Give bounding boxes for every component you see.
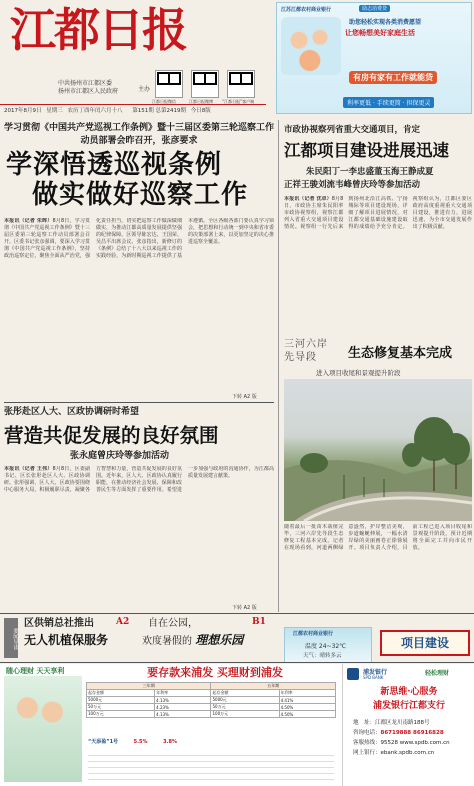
eco-tag-2: 先导段 xyxy=(284,352,317,363)
addr-label: 地 址： xyxy=(353,720,376,726)
top-ad-tag: 励志消费贷 xyxy=(359,5,390,12)
second-byline: 本报讯（记者 王伟） xyxy=(4,466,53,472)
second-headline: 营造共促发展的良好氛围 xyxy=(4,424,219,447)
mini-ad-label: 江都农村商业银行 xyxy=(293,631,334,637)
mini-weather-ad[interactable] xyxy=(284,627,372,663)
product-rate: 5.5% xyxy=(133,739,148,745)
sponsor-tag: 主办 xyxy=(138,86,151,93)
bank-panel xyxy=(342,664,474,786)
eco-photo xyxy=(284,379,472,521)
table-cell: 100万元 xyxy=(87,711,155,718)
table-cell: 4.41% xyxy=(279,697,335,704)
qr-weixin[interactable] xyxy=(155,70,183,98)
top-ad-line2: 让您畅想美好家庭生活 xyxy=(345,29,415,37)
top-ad-slogan: 有房有家有工作就能贷 xyxy=(349,71,437,84)
right-body-text: 8月8日，市政协主席朱民阳率市政协视察组，视察江都列入省重大交通项目建设情况。视察组一行先后来到扬州北沿江高铁、宁扬城际等项目建设现场，详细了解项目进展情况，对江都交通基础设施建设取得的成绩给予充分肯定。视察组认为，江都区委区政府高度重视重大交通项目建设，推进有力，进展迅速，为全市交通发展作出了积极贡献。 xyxy=(284,196,472,230)
teaser-2-title: 欢度暑假的 xyxy=(142,636,192,647)
mini-ad-text: 温度 24~32℃ xyxy=(305,643,346,650)
addr: 江都区龙川南路188号 xyxy=(375,720,430,726)
svc-label: 客服热线： xyxy=(353,740,381,746)
eco-tag-1: 三河六岸 xyxy=(284,339,328,350)
index-label-text: 要闻导读 xyxy=(12,628,18,650)
issue: 第151期 总第2419期 xyxy=(132,108,187,114)
table-head-cell: 五年期 xyxy=(211,683,336,690)
table-row xyxy=(87,697,336,704)
top-ad-family-illustration xyxy=(281,17,341,75)
top-ad-features: 利率更低 · 手续更简 · 担保更灵 xyxy=(343,97,434,108)
table-cell: 4.50% xyxy=(279,704,335,711)
top-ad-line1: 助您轻松实现各类消费愿望 xyxy=(349,19,422,26)
masthead-sponsor-block xyxy=(58,80,168,96)
eco-body xyxy=(284,524,472,610)
table-cell: 4.13% xyxy=(155,711,211,718)
table-row xyxy=(87,683,336,690)
index-label xyxy=(4,618,18,658)
bank-name: 浦发银行 xyxy=(363,669,388,676)
bank-en: SPD BANK xyxy=(363,675,384,680)
second-sub: 张永庭曾庆玲等参加活动 xyxy=(70,451,170,461)
bottom-ad-people xyxy=(4,676,82,782)
table-cell: 4.50% xyxy=(279,711,335,718)
table-cell: 100万元 xyxy=(211,711,279,718)
teaser-1-page: A2 xyxy=(116,617,130,627)
sponsor-2: 扬州市江都区人民政府 xyxy=(58,88,119,95)
lead-body xyxy=(4,218,274,394)
web: ebank.spdb.com.cn xyxy=(380,750,435,756)
table-cell: 50万元 xyxy=(87,704,155,711)
second-body-text: 8月8日，区委副书记、区长张彤赴区人大、区政协调研。张彤强调，区人大、区政协要围绕中心服务大局，积极履职尽责，凝聚各方智慧和力量，营造共促发展的良好氛围。近年来，区人大、区政协认真履行职能，在推动经济社会发展、保障和改善民生等方面发挥了重要作用。希望进一步加强与政府的沟通协作，为江都高质量发展建言献策。 xyxy=(4,466,274,493)
teaser-2-title2: 理想乐园 xyxy=(195,633,244,647)
lead-kicker: 学习贯彻《中国共产党巡视工作条例》暨十三届区委第三轮巡察工作动员部署会昨召开，张彦要求 xyxy=(4,123,275,146)
svc: 95528 www.spdb.com.cn xyxy=(380,740,450,746)
bottom-ad-fineprint-lines xyxy=(88,750,334,780)
qr-label-1: 江都日报微信 xyxy=(152,99,176,104)
bottom-ad-brand: 随心理财 天天享利 xyxy=(6,667,65,675)
tel: 86719888 86916828 xyxy=(380,730,444,736)
rate-table xyxy=(86,682,336,718)
qr-label-3: “江都日报”客户端 xyxy=(222,99,255,104)
right-headline: 江都项目建设进展迅速 xyxy=(284,141,449,160)
qr-label-2: 江都日报微博 xyxy=(189,99,213,104)
table-row xyxy=(87,690,336,697)
right-sub-1: 朱民阳丁一李忠盛董玉海王静成夏 xyxy=(306,167,434,177)
project-box-text: 项目建设 xyxy=(400,636,449,650)
masthead-title: 江都日报 xyxy=(10,3,186,57)
top-ad[interactable] xyxy=(276,2,472,114)
bank-slogan-1: 新思维·心服务 xyxy=(380,687,438,697)
eco-body-text: 随着最后一批苗木栽植完毕，三河六岸先导段生态修复工程基本完成。记者在现场看到，河道两侧绿意盎然，护岸整洁美观，步道蜿蜒伸展，一幅水清岸绿的美丽画卷正徐徐展开。项目负责人介绍，目前工程已进入项目收尾和景观提升阶段，预计近期将全面完工并向市民开放。 xyxy=(284,524,472,551)
right-kicker: 市政协视察列省重大交通项目，肯定 xyxy=(284,125,421,135)
dateline xyxy=(4,106,266,114)
table-cell: 5000元 xyxy=(87,697,155,704)
table-cell: 起存金额 xyxy=(87,690,155,697)
date: 2017年8月9日 xyxy=(4,108,42,114)
product-row xyxy=(88,738,334,745)
product-name: “天添盈”1号 xyxy=(88,739,119,745)
table-cell: 年利率 xyxy=(155,690,211,697)
eco-sub: 进入项目收尾和景观提升阶段 xyxy=(316,369,401,377)
bank-logo-icon xyxy=(347,668,359,680)
table-row xyxy=(87,711,336,718)
top-ad-bank: 江苏江都农村商业银行 xyxy=(281,7,332,13)
teaser-1-title: 无人机植保服务 xyxy=(24,633,109,647)
eco-photo-scene xyxy=(284,379,472,521)
qr-client[interactable] xyxy=(227,70,255,98)
second-body xyxy=(4,466,274,608)
table-head-cell: 三年期 xyxy=(87,683,211,690)
qr-weibo[interactable] xyxy=(191,70,219,98)
teaser-2-page: B1 xyxy=(252,617,266,627)
tel-label: 咨询电话： xyxy=(353,730,381,736)
eco-tags xyxy=(284,338,344,364)
eco-headline: 生态修复基本完成 xyxy=(348,346,453,361)
table-cell: 50万元 xyxy=(211,704,279,711)
mini-ad-text2: 天气：晴转多云 xyxy=(303,653,342,659)
lead-headline-2: 做实做好巡察工作 xyxy=(31,180,248,210)
weekday: 星期三 xyxy=(46,108,63,114)
lead-continue[interactable]: 下转 A2 版 xyxy=(232,394,257,400)
pages: 今日8版 xyxy=(190,108,211,114)
table-cell: 年利率 xyxy=(279,690,335,697)
second-continue[interactable]: 下转 A2 版 xyxy=(232,605,257,611)
project-box[interactable] xyxy=(380,630,470,656)
right-sub-2: 正祥王骏刘流韦峰曾庆玲等参加活动 xyxy=(284,180,421,190)
teaser-1-label: 区供销总社推出 xyxy=(24,618,94,629)
bottom-ad-headline: 要存款来浦发 买理财到浦发 xyxy=(147,666,283,679)
right-body xyxy=(284,196,472,334)
bank-slogan-2: 浦发银行江都支行 xyxy=(372,701,445,711)
teaser-2-label: 自在公园， xyxy=(148,618,198,629)
table-cell: 起存金额 xyxy=(211,690,279,697)
sponsor-1: 中共扬州市江都区委 xyxy=(58,80,113,87)
lead-body-text: 8月8日，学习贯彻《中国共产党巡视工作条例》暨十三届区委第三轮巡察工作动员部署会召开。区委书记张彦强调，要深入学习贯彻《中国共产党巡视工作条例》，坚持政治巡察定位，聚焦全面从严治党，强化责任担当，切实把巡察工作做深做细做实，为推动江都高质量发展提供坚强的纪律保障。区领导陈宏达、王国荣、吴昌平出席会议。张彦指出，新修订的《条例》总结了十八大以来巡视工作的实践经验，为新时期巡视工作提供了基本遵循。全区各级各部门要认真学习领会，把思想和行动统一到中央和省市委的决策部署上来，以更加坚定的决心推进巡察全覆盖。 xyxy=(4,218,274,259)
lead-byline: 本报讯（记者 朱晖） xyxy=(4,218,53,224)
second-kicker: 张彤赴区人大、区政协调研时希望 xyxy=(4,407,140,417)
right-byline: 本报讯（记者 沈卓） xyxy=(284,196,332,202)
product-rate-2: 3.8% xyxy=(163,739,177,745)
table-cell: 5000元 xyxy=(211,697,279,704)
table-cell: 4.23% xyxy=(155,704,211,711)
bank-info xyxy=(353,718,471,758)
lunar: 农历丁酉年闰六月十八 xyxy=(67,108,123,114)
lead-headline-1: 学深悟透巡视条例 xyxy=(6,150,223,180)
bottom-ad[interactable] xyxy=(0,664,474,786)
table-row xyxy=(87,704,336,711)
table-cell: 4.13% xyxy=(155,697,211,704)
web-label: 网上银行： xyxy=(353,750,381,756)
partner: 轻松理财 xyxy=(425,670,450,677)
